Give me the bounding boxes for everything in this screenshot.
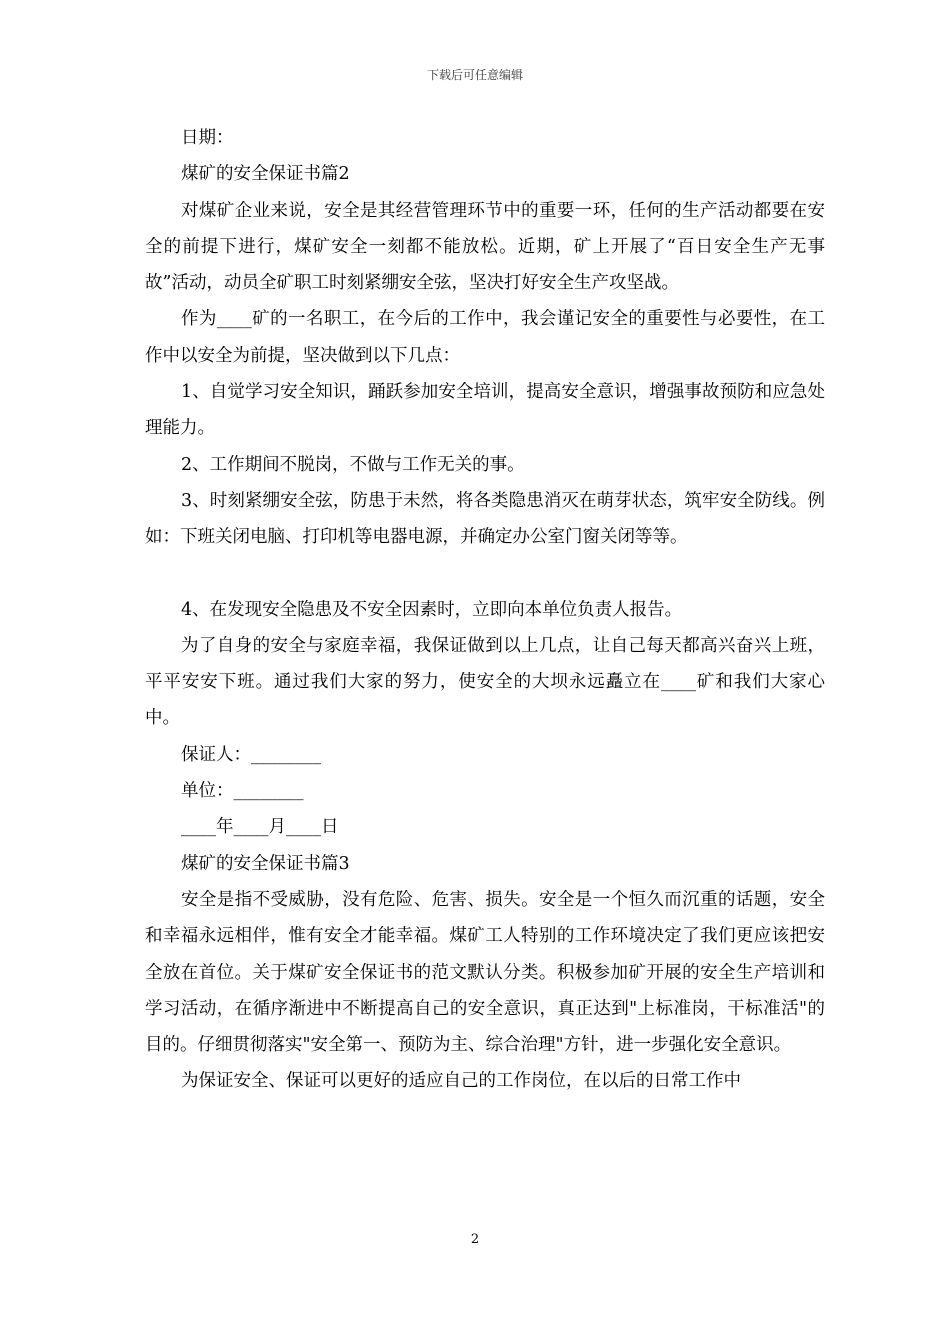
paragraph: 为了自身的安全与家庭幸福，我保证做到以上几点，让自己每天都高兴奋兴上班，平平安安下班。通过我们大家的努力，使安全的大坝永远矗立在____矿和我们大家心中。 bbox=[145, 635, 825, 729]
guarantor-line: 保证人：________ bbox=[181, 744, 321, 765]
paragraph: 对煤矿企业来说，安全是其经营管理环节中的重要一环，任何的生产活动都要在安全的前提下进行，煤矿安全一刻都不能放松。近期，矿上开展了“百日安全生产无事故”活动，动员全矿职工时刻紧绷安全弦，坚决打好安全生产攻坚战。 bbox=[145, 200, 825, 294]
section-title-2: 煤矿的安全保证书篇2 bbox=[181, 164, 350, 185]
list-item-4: 4、在发现安全隐患及不安全因素时，立即向本单位负责人报告。 bbox=[181, 599, 683, 620]
unit-line: 单位：________ bbox=[181, 781, 304, 802]
signature-date-line: ____年____月____日 bbox=[181, 817, 339, 838]
section-title-3: 煤矿的安全保证书篇3 bbox=[181, 853, 350, 874]
list-item-1: 1、自觉学习安全知识，踊跃参加安全培训，提高安全意识，增强事故预防和应急处理能力。 bbox=[145, 382, 825, 439]
list-item-3: 3、时刻紧绷安全弦，防患于未然，将各类隐患消灭在萌芽状态，筑牢安全防线。例如：下班关闭电脑、打印机等电器电源，并确定办公室门窗关闭等等。 bbox=[145, 490, 825, 548]
blank-line bbox=[145, 556, 825, 592]
paragraph: 作为____矿的一名职工，在今后的工作中，我会谨记安全的重要性与必要性，在工作中以安全为前提，坚决做到以下几点： bbox=[145, 309, 825, 366]
paragraph: 安全是指不受威胁，没有危险、危害、损失。安全是一个恒久而沉重的话题，安全和幸福永远相伴，惟有安全才能幸福。煤矿工人特别的工作环境决定了我们更应该把安全放在首位。关于煤矿安全保证书的范文默认分类。积极参加矿开展的安全生产培训和学习活动，在循序渐进中不断提高自己的安全意识，真正达到"上标准岗，干标准活"的目的。仔细贯彻落实"安全第一、预防为主、综合治理"方针，进一步强化安全意识。 bbox=[145, 889, 825, 1056]
paragraph: 为保证安全、保证可以更好的适应自己的工作岗位，在以后的日常工作中 bbox=[181, 1071, 741, 1092]
document-body bbox=[145, 120, 825, 1100]
page-number: 2 bbox=[470, 1232, 480, 1247]
date-line: 日期： bbox=[181, 128, 234, 148]
list-item-2: 2、工作期间不脱岗，不做与工作无关的事。 bbox=[181, 454, 525, 475]
page-header: 下载后可任意编辑 bbox=[426, 68, 523, 82]
